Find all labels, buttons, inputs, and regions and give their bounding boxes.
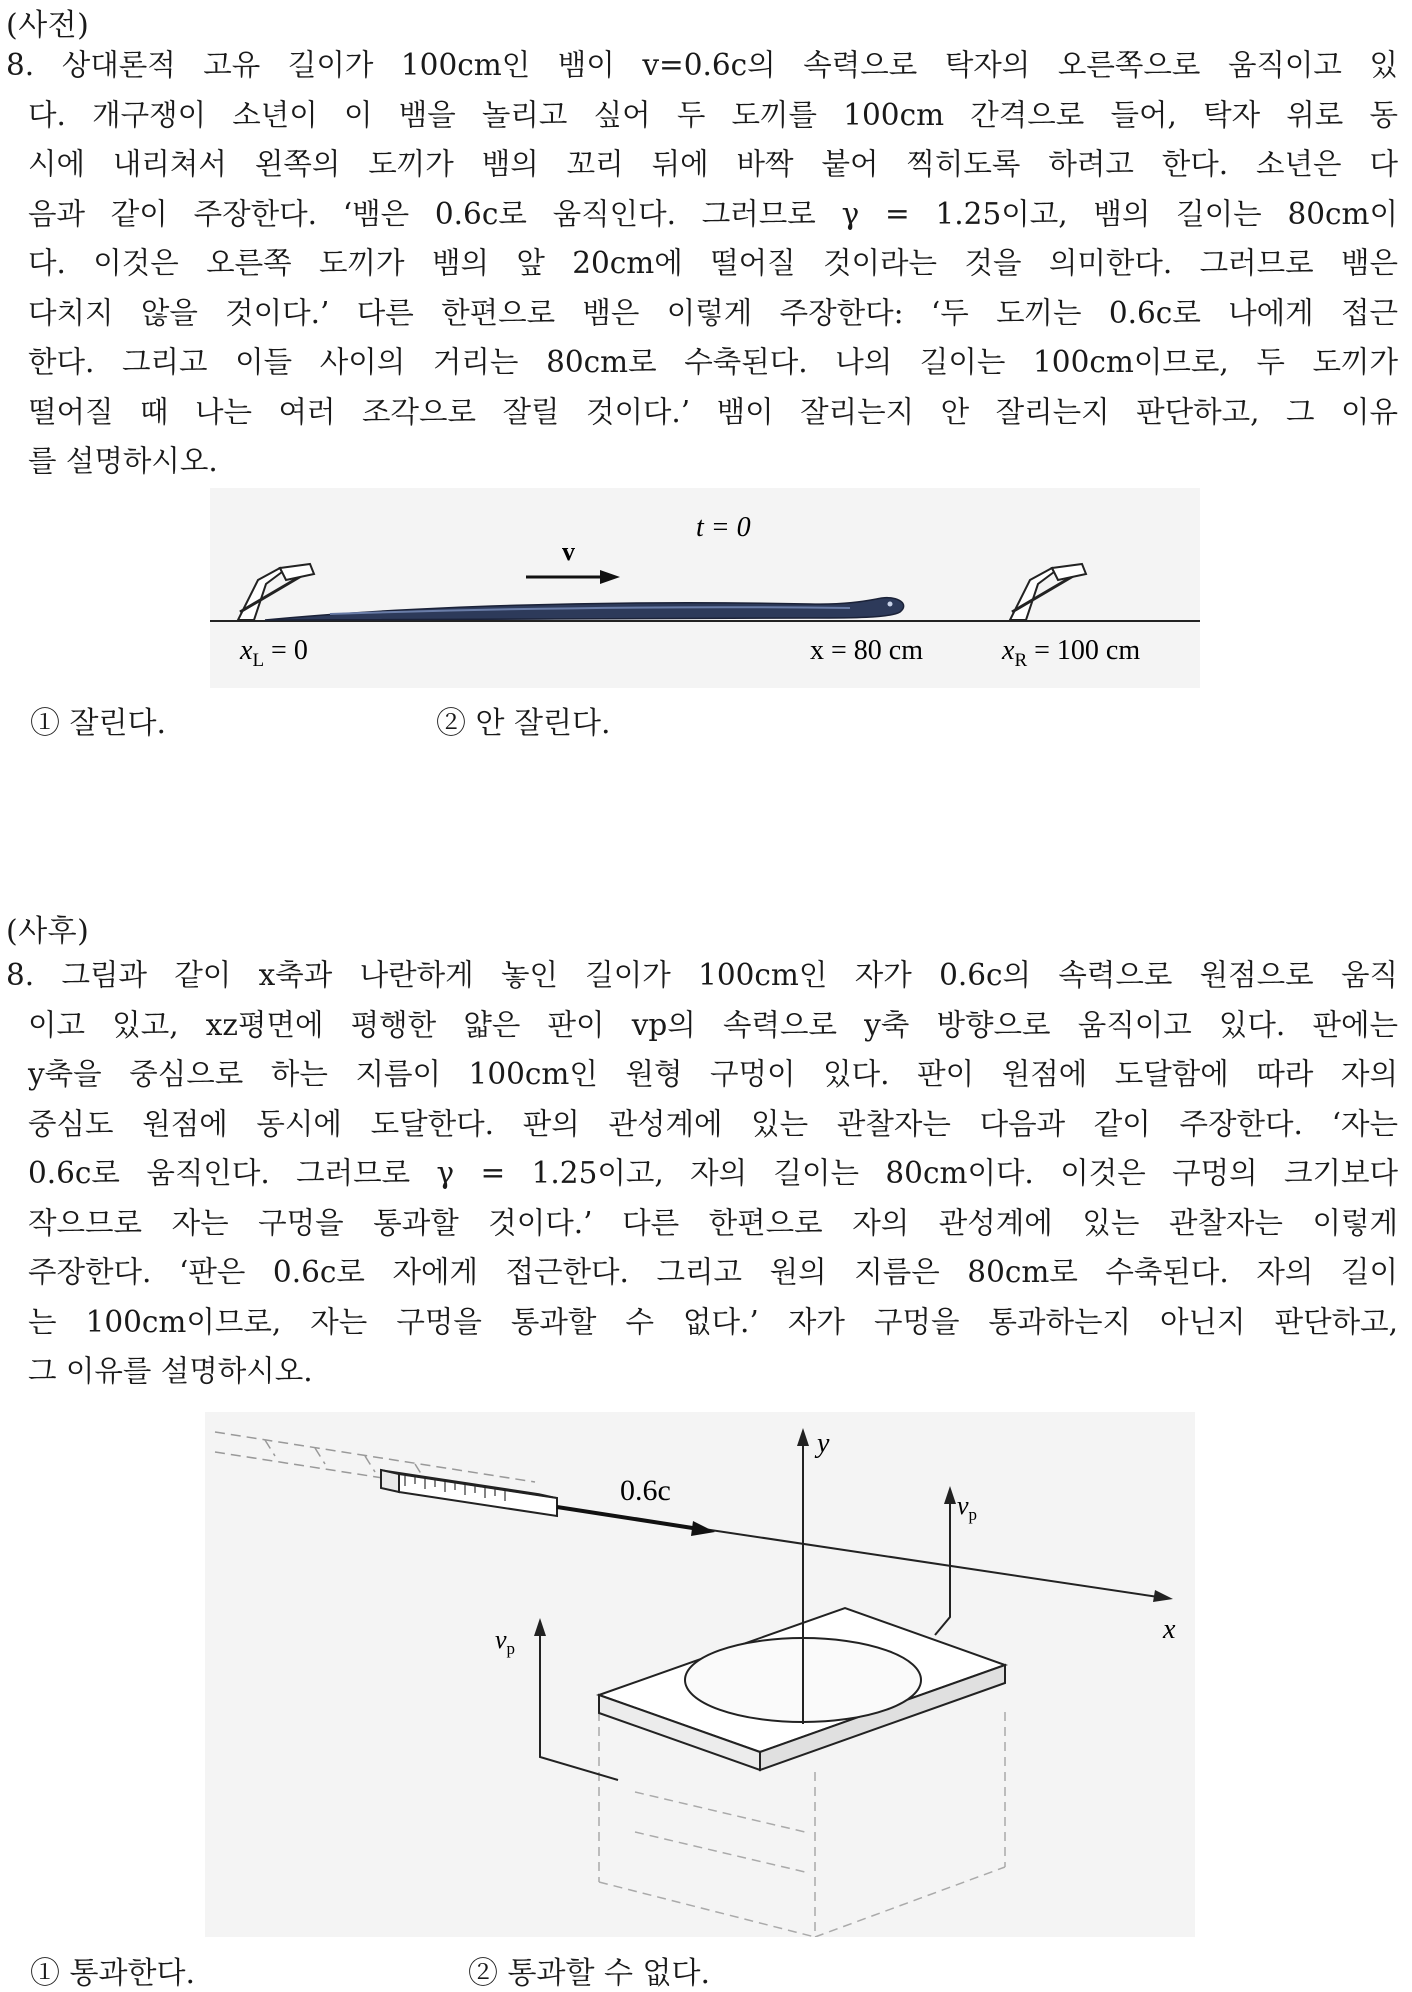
question-1-line: 시에 내리쳐서 왼쪽의 도끼가 뱀의 꼬리 뒤에 바짝 붙어 찍히도록 하려고 한다. 소년은 다 [28,147,1398,181]
question-1-line: 음과 같이 주장한다. ‘뱀은 0.6c로 움직인다. 그러므로 γ = 1.25이고, 뱀의 길이는 80cm이 [28,196,1398,231]
question-2-line: 8. 그림과 같이 x축과 나란하게 놓인 길이가 100cm인 자가 0.6c의 속력으로 원점으로 움직 [6,958,1398,992]
question-2-line: 작으므로 자는 구멍을 통과할 것이다.’ 다른 한편으로 자의 관성계에 있는 관찰자는 이렇게 [28,1205,1398,1240]
right-axe-position-label: $x_R = 100$ cm [1002,635,1141,671]
x-axis-label: x [1163,1614,1176,1645]
question-1-line: 다. 이것은 오른쪽 도끼가 뱀의 앞 20cm에 떨어질 것이라는 것을 의미한다. 그러므로 뱀은 [28,246,1398,280]
y-axis-label: y [817,1428,830,1459]
question-2-line: 그 이유를 설명하시오. [28,1354,313,1388]
snake-axes-figure [210,488,1200,688]
question-1-line: 떨어질 때 나는 여러 조각으로 잘릴 것이다.’ 뱀이 잘리는지 안 잘리는지 판단하고, 그 이유 [28,394,1398,429]
question-2-line: 이고 있고, xz평면에 평행한 얇은 판이 vp의 속력으로 y축 방향으로 움직이고 있다. 판에는 [28,1007,1398,1042]
ruler-speed-label: 0.6c [620,1474,671,1507]
left-axe-position-label: $x_L = 0$ [240,635,308,671]
snake-head-position-label: x = 80 cm [810,635,923,666]
question-1-text [0,41,1398,487]
choice-2-option-2[interactable]: ② 통과할 수 없다. [468,1956,711,1991]
question-2-line: 는 100cm이므로, 자는 구멍을 통과할 수 없다.’ 자가 구멍을 통과하는지 아닌지 판단하고, [28,1304,1398,1339]
time-label: t = 0 [696,512,751,543]
choice-1-option-1[interactable]: ① 잘린다. [30,706,167,741]
question-2-line: 0.6c로 움직인다. 그러므로 γ = 1.25이고, 자의 길이는 80cm이다. 이것은 구멍의 크기보다 [28,1156,1398,1190]
question-1-line: 를 설명하시오. [28,444,218,478]
plate-velocity-right-label: $v_p$ [957,1491,978,1524]
choice-2-option-1[interactable]: ① 통과한다. [30,1956,195,1991]
choice-1-option-2[interactable]: ② 안 잘린다. [436,706,611,741]
question-2-line: 주장한다. ‘판은 0.6c로 자에게 접근한다. 그리고 원의 지름은 80cm로 수축된다. 자의 길이 [28,1255,1398,1289]
question-1-line: 8. 상대론적 고유 길이가 100cm인 뱀이 v=0.6c의 속력으로 탁자의 오른쪽으로 움직이고 있 [6,48,1398,82]
plate-velocity-left-label: $v_p$ [495,1625,516,1658]
question-2-line: y축을 중심으로 하는 지름이 100cm인 원형 구멍이 있다. 판이 원점에 도달함에 따라 자의 [28,1057,1398,1091]
question-1-line: 다치지 않을 것이다.’ 다른 한편으로 뱀은 이렇게 주장한다: ‘두 도끼는 0.6c로 나에게 접근 [28,295,1398,330]
question-2-text [0,951,1398,1397]
question-2-line: 중심도 원점에 동시에 도달한다. 판의 관성계에 있는 관찰자는 다음과 같이 주장한다. ‘자는 [28,1106,1398,1141]
velocity-label: v [562,537,575,566]
ruler-plate-figure [205,1412,1195,1937]
section-tag-before: (사전) [6,8,90,43]
question-1-line: 다. 개구쟁이 소년이 이 뱀을 놀리고 싶어 두 도끼를 100cm 간격으로 들어, 탁자 위로 동 [28,97,1398,132]
section-tag-after: (사후) [6,914,90,949]
question-1-line: 한다. 그리고 이들 사이의 거리는 80cm로 수축된다. 나의 길이는 100cm이므로, 두 도끼가 [28,345,1398,379]
